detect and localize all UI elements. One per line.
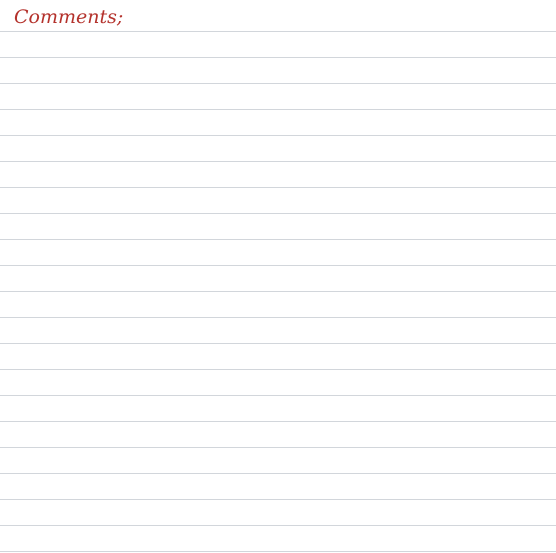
comments-heading: Comments; <box>14 6 124 28</box>
